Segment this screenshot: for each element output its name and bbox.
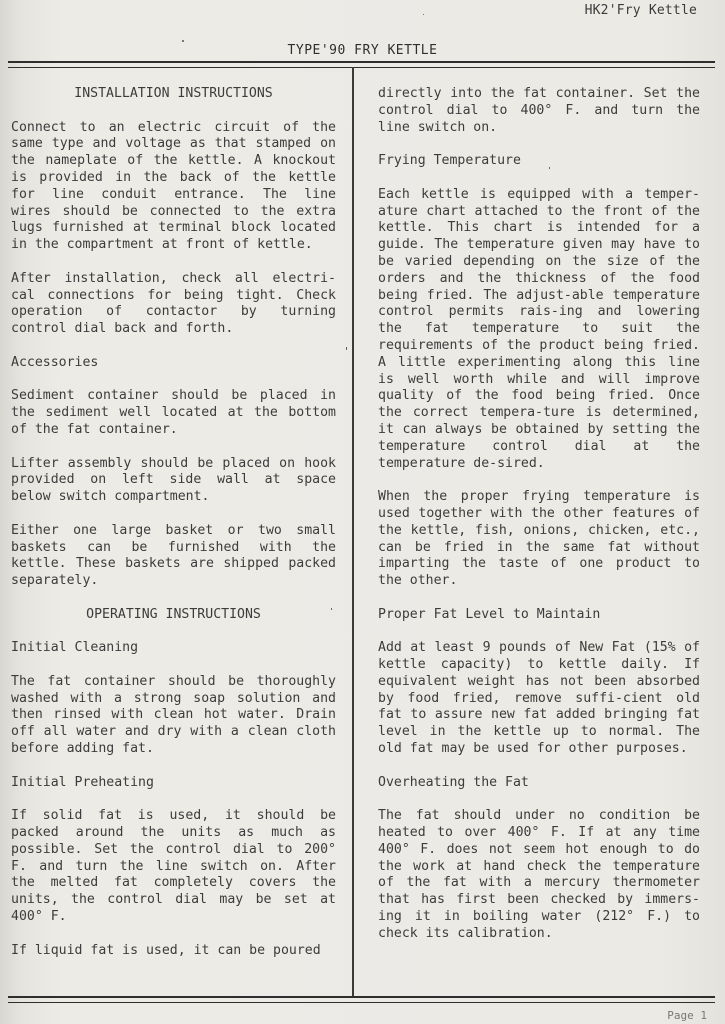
scan-speck (346, 347, 347, 350)
left-column (11, 86, 344, 976)
footer-rule-thin (8, 1002, 715, 1003)
left-heading: Accessories (11, 354, 99, 370)
left-paragraph: After installation, check all electri-cal connections for being tight. Check operation of contactor by turning control dial back and forth. (11, 270, 344, 337)
scan-speck (549, 167, 550, 169)
right-paragraph: directly into the fat container. Set the control dial to 400° F. and turn the line switch on. (378, 86, 708, 135)
scan-speck (331, 608, 332, 610)
left-paragraph: Lifter assembly should be placed on hook provided on left side wall at space below switch compartment. (11, 455, 344, 505)
header-rule-thin (8, 67, 715, 68)
left-heading: OPERATING INSTRUCTIONS (86, 606, 261, 622)
left-paragraph: If liquid fat is used, it can be poured (11, 942, 321, 958)
scan-speck (182, 40, 184, 42)
page-number: Page 1 (667, 1009, 707, 1022)
right-column (378, 86, 708, 959)
left-paragraph: Either one large basket or two small baskets can be furnished with the kettle. These baskets are shipped packed separately. (11, 522, 344, 589)
header-rule-thick (8, 61, 715, 63)
right-heading: Overheating the Fat (378, 774, 529, 790)
footer-rule-thick (8, 996, 715, 998)
right-paragraph: Each kettle is equipped with a temper-ature chart attached to the front of the kettle. This chart is intended for a guide. The temperature given may have to be varied depending on the size of the orders and the thickness of the food being fried. The adjust-able temperature control permits rais-ing and lowering the fat temperature to suit the requirements of the product being fried. A little experimenting along this line is well worth while and will improve quality of the food being fried. Once the correct tempera-ture is determined, it can always be obtained by setting the temperature control dial at the temperature de-sired. (378, 186, 708, 471)
left-paragraph: Sediment container should be placed in the sediment well located at the bottom of the fat container. (11, 388, 344, 437)
left-heading: INSTALLATION INSTRUCTIONS (74, 86, 273, 101)
scan-speck (423, 14, 424, 15)
left-paragraph: The fat container should be thoroughly washed with a strong soap solution and then rinsed with clean hot water. Drain off all water and dry with a clean cloth before adding fat. (11, 673, 344, 757)
right-paragraph: Add at least 9 pounds of New Fat (15% of kettle capacity) to kettle daily. If equivalent weight has not been absorbed by food fried, remove suffi-cient old fat to assure new fat added bringing fat level in the kettle up to normal. The old fat may be used for other purposes. (378, 640, 708, 757)
right-heading: Proper Fat Level to Maintain (378, 606, 601, 622)
right-paragraph: When the proper frying temperature is used together with the other features of the kettle, fish, onions, chicken, etc., can be fried in the same fat without imparting the taste of one product to the other. (378, 489, 708, 589)
left-paragraph: If solid fat is used, it should be packed around the units as much as possible. Set the control dial to 200° F. and turn the line switch on. After the melted fat completely covers the units, the control dial may be set at 400° F. (11, 808, 344, 925)
column-divider (352, 67, 354, 996)
left-heading: Initial Preheating (11, 774, 154, 790)
document-code: HK2'Fry Kettle (584, 3, 697, 18)
right-paragraph: The fat should under no condition be heated to over 400° F. If at any time 400° F. does not seem hot enough to do the work at hand check the temperature of the fat with a mercury thermometer that has first been checked by immers-ing it in boiling water (212° F.) to check its calibration. (378, 808, 708, 941)
right-heading: Frying Temperature (378, 153, 521, 169)
left-paragraph: Connect to an electric circuit of the same type and voltage as that stamped on the nameplate of the kettle. A knockout is provided in the back of the kettle for line conduit entrance. The line wires should be connected to the extra lugs furnished at terminal block located in the compartment at front of kettle. (11, 119, 344, 253)
page-title: TYPE'90 FRY KETTLE (287, 43, 438, 58)
left-heading: Initial Cleaning (11, 640, 139, 656)
